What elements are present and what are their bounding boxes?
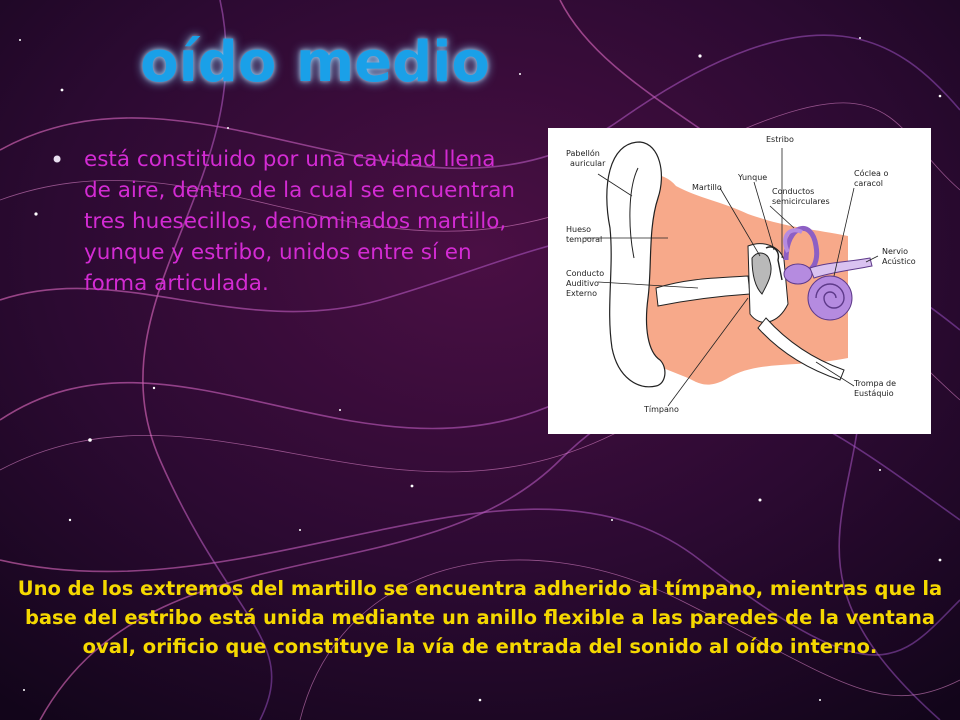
label-conducto: Conducto Auditivo Externo (566, 269, 605, 298)
label-trompa: Trompa de Eustáquio (854, 379, 897, 398)
bullet-text: está constituido por una cavidad llena de aire, dentro de la cual se encuentran tres huesecillos, denominados martillo, yunque y estribo, unidos entre sí en forma articulada. (84, 147, 516, 296)
cochlea-shape (808, 276, 852, 320)
label-nervio: Nervio Acústico (882, 247, 916, 266)
label-yunque: Yunque (738, 173, 768, 182)
label-martillo: Martillo (692, 183, 722, 192)
footer-text: Uno de los extremos del martillo se encuentra adherido al tímpano, mientras que la base del estribo está unida mediante un anillo flexible a las paredes de la ventana oval, orificio que constituye la vía de entrada del sonido al oído interno. (17, 577, 943, 658)
bullet-item (50, 144, 520, 299)
bullet-icon: • (50, 146, 65, 174)
label-conductos-semicirculares: Conductos semicirculares (772, 187, 830, 206)
label-coclea: Cóclea o caracol (854, 169, 889, 188)
slide-title: oído medio (140, 30, 490, 95)
label-timpano: Tímpano (644, 405, 679, 414)
label-pabellon: Pabellón auricular (566, 149, 606, 168)
ear-diagram (548, 128, 931, 434)
label-estribo: Estribo (766, 135, 794, 144)
label-hueso-temporal: Hueso temporal (566, 225, 603, 244)
